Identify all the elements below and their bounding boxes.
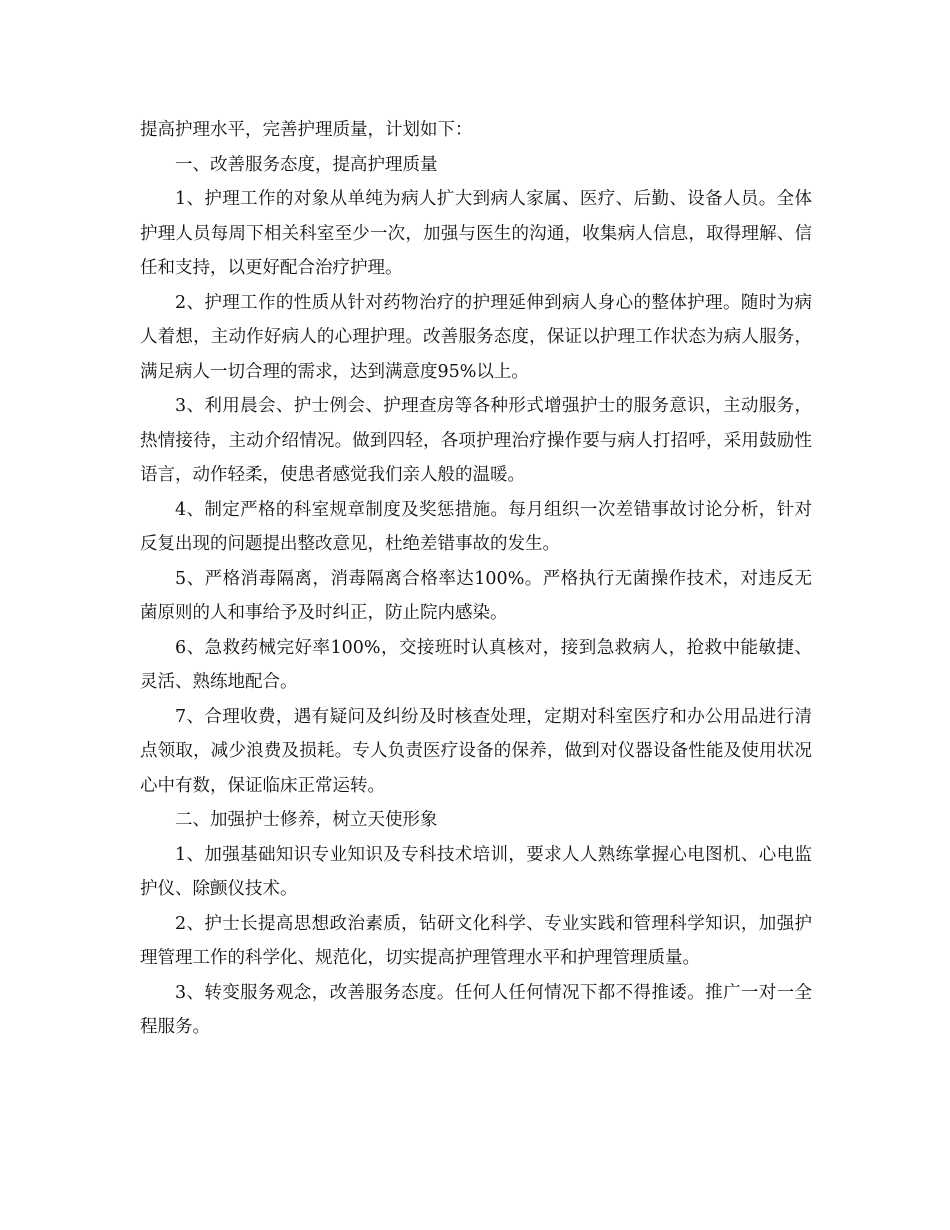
paragraph-1-4: 4、制定严格的科室规章制度及奖惩措施。每月组织一次差错事故讨论分析，针对反复出现的问题提出整改意见，杜绝差错事故的发生。 xyxy=(140,499,812,554)
paragraph-1-6: 6、急救药械完好率100%，交接班时认真核对，接到急救病人，抢救中能敏捷、灵活、熟练地配合。 xyxy=(140,637,812,692)
paragraph-1-3: 3、利用晨会、护士例会、护理查房等各种形式增强护士的服务意识，主动服务，热情接待，主动介绍情况。做到四轻，各项护理治疗操作要与病人打招呼，采用鼓励性语言，动作轻柔，使患者感觉我们亲人般的温暖。 xyxy=(140,396,812,485)
paragraph-1-7: 7、合理收费，遇有疑问及纠纷及时核查处理，定期对科室医疗和办公用品进行清点领取，减少浪费及损耗。专人负责医疗设备的保养，做到对仪器设备性能及使用状况心中有数，保证临床正常运转。 xyxy=(140,706,812,796)
paragraph-2-2: 2、护士长提高思想政治素质，钻研文化科学、专业实践和管理科学知识，加强护理管理工作的科学化、规范化，切实提高护理管理水平和护理管理质量。 xyxy=(140,913,812,968)
paragraph-2-1: 1、加强基础知识专业知识及专科技术培训，要求人人熟练掌握心电图机、心电监护仪、除颤仪技术。 xyxy=(140,844,812,899)
section-heading-2: 二、加强护士修养，树立天使形象 xyxy=(175,810,438,830)
paragraph-1-2: 2、护理工作的性质从针对药物治疗的护理延伸到病人身心的整体护理。随时为病人着想，主动作好病人的心理护理。改善服务态度，保证以护理工作状态为病人服务，满足病人一切合理的需求，达到满意度95%以上。 xyxy=(140,292,812,382)
document-body xyxy=(140,113,812,1045)
paragraph-2-3: 3、转变服务观念，改善服务态度。任何人任何情况下都不得推诿。推广一对一全程服务。 xyxy=(140,982,812,1037)
paragraph-1-5: 5、严格消毒隔离，消毒隔离合格率达100%。严格执行无菌操作技术，对违反无菌原则的人和事给予及时纠正，防止院内感染。 xyxy=(140,568,812,623)
section-heading-1: 一、改善服务态度，提高护理质量 xyxy=(175,154,438,175)
intro-paragraph: 提高护理水平，完善护理质量，计划如下： xyxy=(140,120,473,140)
paragraph-1-1: 1、护理工作的对象从单纯为病人扩大到病人家属、医疗、后勤、设备人员。全体护理人员每周下相关科室至少一次，加强与医生的沟通，收集病人信息，取得理解、信任和支持，以更好配合治疗护理。 xyxy=(140,189,812,278)
